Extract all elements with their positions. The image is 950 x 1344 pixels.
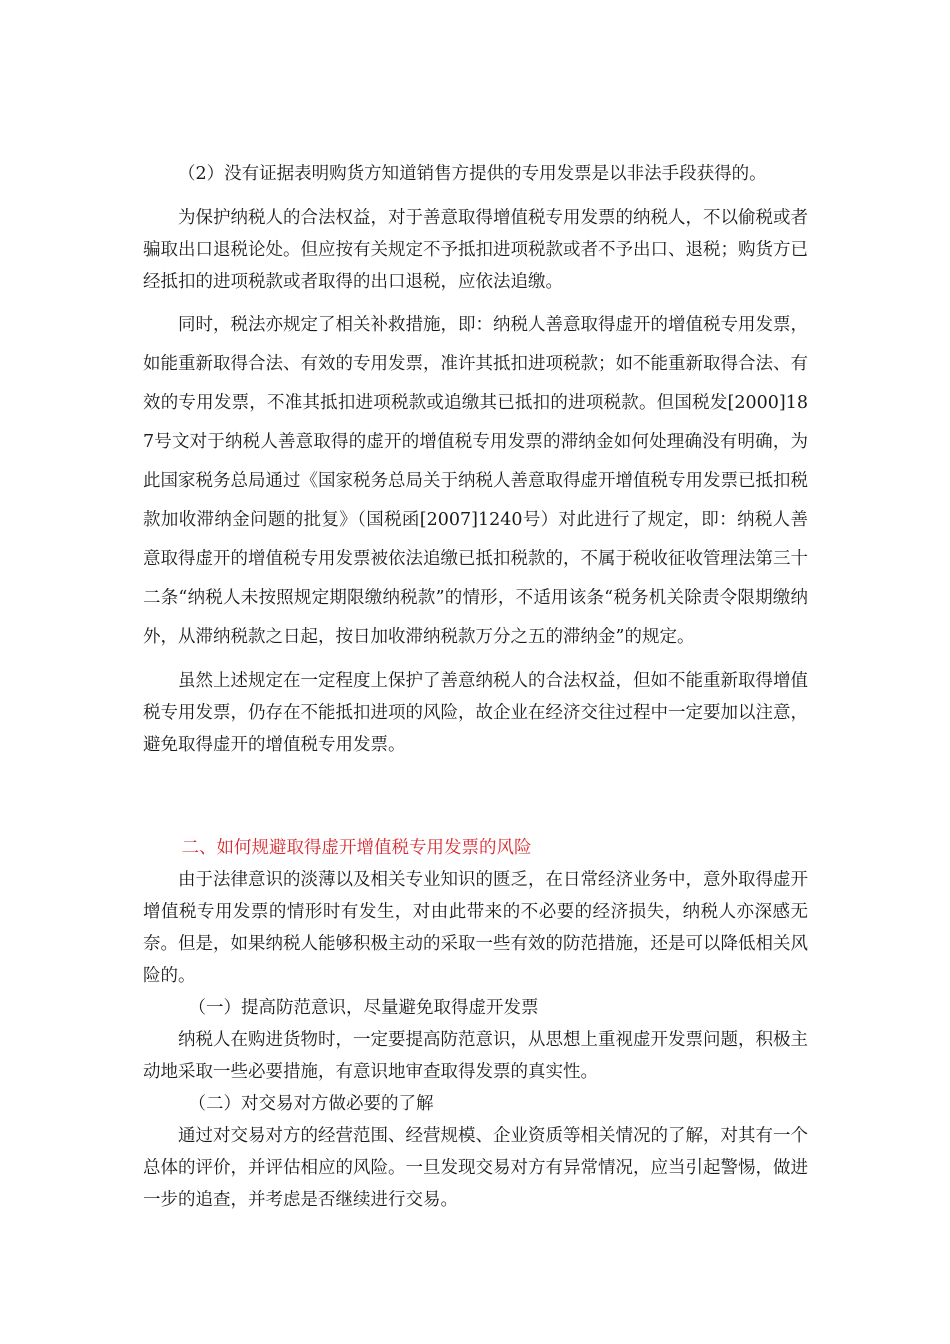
subheading-2: （二）对交易对方做必要的了解 bbox=[188, 1094, 434, 1114]
paragraph-protection: 为保护纳税人的合法权益，对于善意取得增值税专用发票的纳税人，不以偷税或者骗取出口退税论处。但应按有关规定不予抵扣进项税款或者不予出口、退税；购货方已经抵扣的进项税款或者取得的出口退税，应依法追缴。 bbox=[143, 208, 808, 292]
paragraph-sub2: 通过对交易对方的经营范围、经营规模、企业资质等相关情况的了解，对其有一个总体的评价，并评估相应的风险。一旦发现交易对方有异常情况，应当引起警惕，做进一步的追查，并考虑是否继续进行交易。 bbox=[143, 1126, 808, 1210]
paragraph-remedy: 同时，税法亦规定了相关补救措施，即：纳税人善意取得虚开的增值税专用发票，如能重新取得合法、有效的专用发票，准许其抵扣进项税款；如不能重新取得合法、有效的专用发票，不准其抵扣进项税款或追缴其已抵扣的进项税款。但国税发[2000]187号文对于纳税人善意取得的虚开的增值税专用发票的滞纳金如何处理确没有明确，为此国家税务总局通过《国家税务总局关于纳税人善意取得虚开增值税专用发票已抵扣税款加收滞纳金问题的批复》（国税函[2007]1240号）对此进行了规定，即：纳税人善意取得虚开的增值税专用发票被依法追缴已抵扣税款的，不属于税收征收管理法第三十二条“纳税人未按照规定期限缴纳税款”的情形，不适用该条“税务机关除责令限期缴纳外，从滞纳税款之日起，按日加收滞纳税款万分之五的滞纳金”的规定。 bbox=[143, 315, 808, 647]
item-2-condition: （2）没有证据表明购货方知道销售方提供的专用发票是以非法手段获得的。 bbox=[178, 164, 767, 184]
paragraph-intro: 由于法律意识的淡薄以及相关专业知识的匮乏，在日常经济业务中，意外取得虚开增值税专用发票的情形时有发生，对由此带来的不必要的经济损失，纳税人亦深感无奈。但是，如果纳税人能够积极主动的采取一些有效的防范措施，还是可以降低相关风险的。 bbox=[143, 870, 808, 986]
section-risk-avoidance bbox=[143, 832, 808, 1216]
section-good-faith-rules bbox=[143, 155, 808, 761]
subheading-1: （一）提高防范意识，尽量避免取得虚开发票 bbox=[188, 998, 539, 1018]
paragraph-conclusion: 虽然上述规定在一定程度上保护了善意纳税人的合法权益，但如不能重新取得增值税专用发票，仍存在不能抵扣进项的风险，故企业在经济交往过程中一定要加以注意，避免取得虚开的增值税专用发票。 bbox=[143, 671, 808, 755]
section-heading: 二、如何规避取得虚开增值税专用发票的风险 bbox=[181, 838, 532, 858]
paragraph-sub1: 纳税人在购进货物时，一定要提高防范意识，从思想上重视虚开发票问题，积极主动地采取一些必要措施，有意识地审查取得发票的真实性。 bbox=[143, 1030, 808, 1082]
